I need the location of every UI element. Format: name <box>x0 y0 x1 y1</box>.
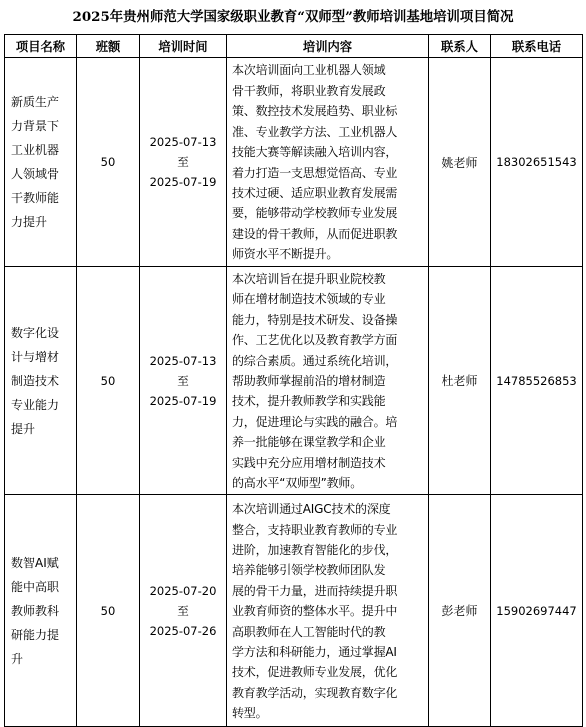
phone-cell: 14785526853 <box>491 267 583 495</box>
content-line: 帮助教师掌握前沿的增材制造 <box>232 374 386 389</box>
training-projects-table <box>4 34 583 727</box>
content-line: 整合，支持职业教育教师的专业 <box>232 522 398 537</box>
project-name-line: 干教师能 <box>11 191 60 205</box>
project-name-line: 教师教科 <box>11 603 60 618</box>
content-line: 策、数控技术发展趋势、职业标 <box>232 104 398 119</box>
project-name-line: 专业能力 <box>11 397 60 412</box>
document-title: 2025年贵州师范大学国家级职业教育“双师型”教师培训基地培训项目简况 <box>72 9 514 25</box>
contact-cell: 彭老师 <box>429 495 491 727</box>
start-date: 2025-07-13 <box>149 135 217 149</box>
contact-cell: 杜老师 <box>429 267 491 495</box>
project-name-cell <box>5 495 77 727</box>
content-line: 师在增材制造技术领域的专业 <box>232 292 386 307</box>
end-date: 2025-07-19 <box>149 393 217 408</box>
project-name-cell <box>5 267 77 495</box>
start-date: 2025-07-20 <box>149 583 217 598</box>
content-line: 技能大赛等解读融入培训内容， <box>232 145 398 160</box>
content-line: 技术过硬、适应职业教育发展需 <box>232 185 398 200</box>
class-size-cell: 50 <box>77 495 140 727</box>
training-time-cell <box>140 58 227 267</box>
table-row <box>5 58 583 267</box>
project-name-line: 力提升 <box>11 215 48 229</box>
project-name-line: 研能力提 <box>11 627 60 642</box>
project-name-line: 工业机器 <box>11 143 60 157</box>
content-line: 展的骨干力量，进而持续提升职 <box>232 583 398 598</box>
date-separator: 至 <box>177 603 189 618</box>
table-row <box>5 495 583 727</box>
content-line: 培养能够引领学校教师团队发 <box>232 563 386 578</box>
content-line: 力，促进理论与实践的融合。培 <box>232 414 398 429</box>
content-line: 的高水平“双师型”教师。 <box>232 476 363 491</box>
content-line: 业教育师资的整体水平。提升中 <box>232 604 398 619</box>
content-line: 骨干教师，将职业教育发展政 <box>232 83 386 98</box>
project-name-cell <box>5 58 77 267</box>
content-line: 准、专业教学方法、工业机器人 <box>232 124 398 139</box>
training-content-cell <box>227 58 429 267</box>
content-line: 技术，促进教师专业发展，优化 <box>232 665 398 680</box>
header-training-time: 培训时间 <box>140 35 227 58</box>
content-line: 技术，提升教师教学和实践能 <box>232 394 386 409</box>
content-line: 转型。 <box>232 706 268 721</box>
header-project-name: 项目名称 <box>5 35 77 58</box>
project-name-line: 升 <box>11 651 24 666</box>
content-line: 作、工艺优化以及教育教学方面 <box>232 333 398 348</box>
content-line: 本次培训旨在提升职业院校教 <box>232 272 386 286</box>
contact-cell: 姚老师 <box>429 58 491 267</box>
project-name-line: 人领域骨 <box>11 167 60 181</box>
content-line: 实践中充分应用增材制造技术 <box>232 455 386 470</box>
content-line: 进阶，加速教育智能化的步伐， <box>232 543 398 558</box>
project-name-line: 数字化设 <box>11 325 60 340</box>
header-contact: 联系人 <box>429 35 491 58</box>
training-content-cell <box>227 267 429 495</box>
header-training-content: 培训内容 <box>227 35 429 58</box>
header-class-size: 班额 <box>77 35 140 58</box>
content-line: 学方法和科研能力，通过掌握AI <box>232 645 397 660</box>
header-phone: 联系电话 <box>491 35 583 58</box>
content-line: 本次培训面向工业机器人领域 <box>232 63 386 78</box>
content-line: 着力打造一支思想觉悟高、专业 <box>232 165 398 180</box>
start-date: 2025-07-13 <box>149 353 217 368</box>
class-size-cell: 50 <box>77 267 140 495</box>
content-line: 本次培训通过AIGC技术的深度 <box>232 502 391 517</box>
content-line: 高职教师在人工智能时代的教 <box>232 624 386 639</box>
content-line: 建设的骨干教师，从而促进职教 <box>232 226 398 241</box>
class-size-cell: 50 <box>77 58 140 267</box>
project-name-line: 新质生产 <box>11 95 60 109</box>
content-line: 师资水平不断提升。 <box>232 247 339 262</box>
project-name-line: 力背景下 <box>11 119 60 133</box>
date-separator: 至 <box>177 373 189 388</box>
project-name-line: 计与增材 <box>11 349 60 364</box>
training-time-cell <box>140 495 227 727</box>
phone-cell: 18302651543 <box>491 58 583 267</box>
project-name-line: 提升 <box>11 421 36 436</box>
training-time-cell <box>140 267 227 495</box>
project-name-line: 制造技术 <box>11 373 60 388</box>
project-name-line: 数智AI赋 <box>11 555 59 570</box>
end-date: 2025-07-19 <box>149 175 217 189</box>
content-line: 教育教学活动，实现教育数字化 <box>232 685 398 700</box>
project-name-line: 能中高职 <box>11 579 60 594</box>
table-row <box>5 267 583 495</box>
content-line: 养一批能够在课堂教学和企业 <box>232 435 386 450</box>
content-line: 要，能够带动学校教师专业发展 <box>232 206 398 221</box>
table-header-row <box>5 35 583 58</box>
date-separator: 至 <box>177 155 189 169</box>
content-line: 能力，特别是技术研发、设备操 <box>232 312 398 327</box>
content-line: 的综合素质。通过系统化培训， <box>232 353 398 368</box>
training-content-cell <box>227 495 429 727</box>
phone-cell: 15902697447 <box>491 495 583 727</box>
end-date: 2025-07-26 <box>149 623 217 638</box>
